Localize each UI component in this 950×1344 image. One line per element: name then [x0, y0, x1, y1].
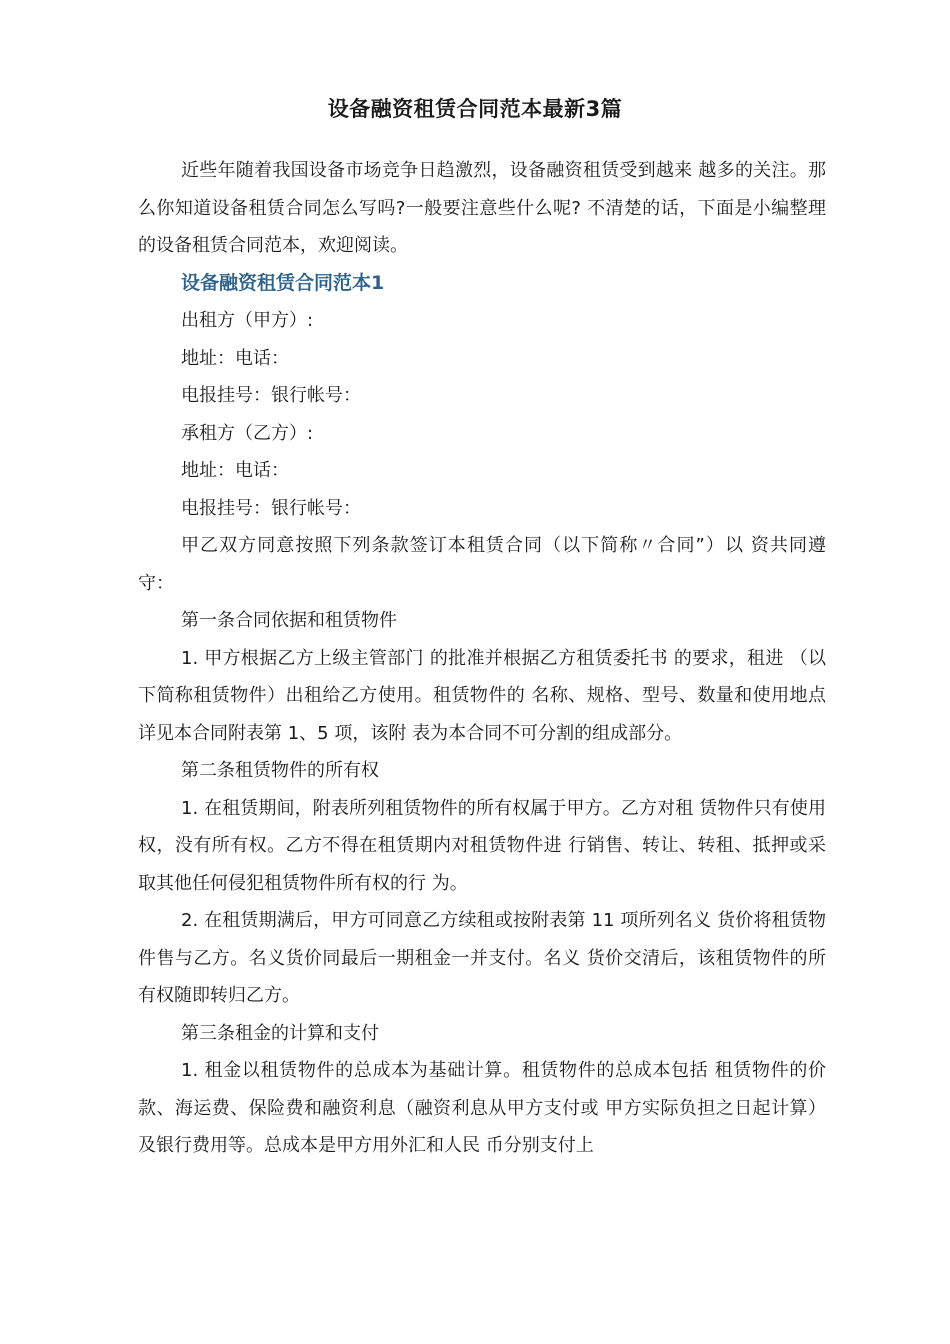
article2-title: 第二条租赁物件的所有权	[181, 760, 379, 781]
party-line-lessee: 承租方（乙方）:	[181, 422, 314, 444]
document-body	[138, 152, 826, 1165]
article2-paragraph1: 1. 在租赁期间，附表所列租赁物件的所有权属于甲方。乙方对租 赁物件只有使用权，没有所有权。乙方不得在租赁期内对租赁物件进 行销售、转让、转租、抵押或采取其他任何侵犯租赁物件所有权的行 为。	[138, 797, 826, 894]
party-line-lessee-bank: 电报挂号：银行帐号：	[181, 497, 361, 519]
article3-paragraph1: 1. 租金以租赁物件的总成本为基础计算。租赁物件的总成本包括 租赁物件的价款、海运费、保险费和融资利息（融资利息从甲方支付或 甲方实际负担之日起计算）及银行费用等。总成本是甲方用外汇和人民 币分别支付上	[138, 1060, 826, 1156]
party-line-lessor-address: 地址：电话：	[181, 347, 289, 369]
article1-paragraph1: 1. 甲方根据乙方上级主管部门 的批准并根据乙方租赁委托书 的要求，租进 （以下简称租赁物件）出租给乙方使用。租赁物件的 名称、规格、型号、数量和使用地点详见本合同附表第 1、5 项，该附 表为本合同不可分割的组成部分。	[138, 647, 826, 744]
intro-paragraph: 近些年随着我国设备市场竞争日趋激烈，设备融资租赁受到越来 越多的关注。那么你知道设备租赁合同怎么写吗?一般要注意些什么呢? 不清楚的话，下面是小编整理的设备租赁合同范本，欢迎阅读。	[138, 160, 826, 256]
document-title: 设备融资租赁合同范本最新3篇	[327, 97, 623, 121]
section-heading: 设备融资租赁合同范本1	[181, 271, 385, 294]
article3-title: 第三条租金的计算和支付	[181, 1022, 379, 1044]
agreement-paragraph: 甲乙双方同意按照下列条款签订本租赁合同（以下简称〃合同”）以 资共同遵守：	[138, 535, 826, 594]
party-line-lessor-bank: 电报挂号：银行帐号：	[181, 385, 361, 406]
article2-paragraph2: 2. 在租赁期满后，甲方可同意乙方续租或按附表第 11 项所列名义 货价将租赁物件售与乙方。名义货价同最后一期租金一并支付。名义 货价交清后，该租赁物件的所有权随即转归乙方。	[138, 910, 826, 1006]
article1-title: 第一条合同依据和租赁物件	[181, 610, 397, 631]
party-line-lessee-address: 地址：电话：	[181, 460, 289, 481]
party-line-lessor: 出租方（甲方）:	[181, 310, 314, 331]
